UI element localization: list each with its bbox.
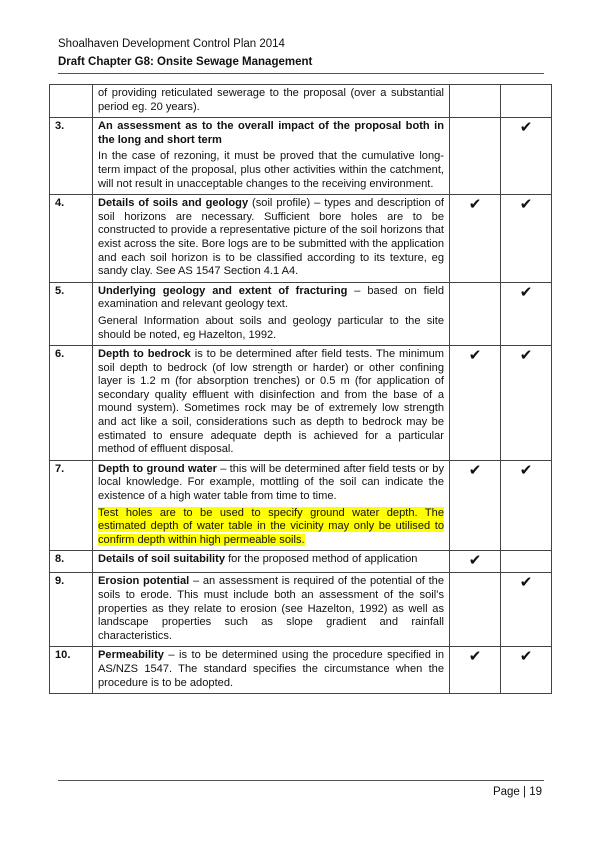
check-column-2 xyxy=(501,573,552,647)
check-column-1 xyxy=(450,118,501,195)
highlighted-note: Test holes are to be used to specify ground water depth. The estimated depth of water table in the vicinity may only be utilised to confirm depth within high permeable soils. xyxy=(98,506,444,546)
table-row xyxy=(50,85,552,118)
checkmark-icon: ✔ xyxy=(519,347,533,365)
item-main-paragraph xyxy=(98,285,444,312)
check-column-2 xyxy=(501,647,552,694)
item-text: (soil profile) – types and description of soil horizons are necessary. Sufficient bore holes are to be constructed to provide a representative picture of the soil horizons that exist across the site. Bore logs are to be submitted with the application and each soil horizon is to be classified according to its texture, eg sandy clay. See AS 1547 Section 4.1 A4. xyxy=(98,197,445,278)
item-description xyxy=(93,118,450,195)
item-number: 9. xyxy=(50,573,93,647)
item-note-paragraph xyxy=(98,315,444,342)
checkmark-icon: ✔ xyxy=(519,283,533,301)
item-number: 5. xyxy=(50,282,93,345)
check-column-2 xyxy=(501,346,552,461)
item-main-paragraph xyxy=(98,575,444,643)
requirements-table xyxy=(49,84,552,694)
item-main-paragraph xyxy=(98,553,444,567)
footer-divider xyxy=(58,780,544,781)
item-main-paragraph xyxy=(98,649,444,690)
checkmark-icon: ✔ xyxy=(468,552,482,570)
item-heading: An assessment as to the overall impact of the proposal both in the long and short term xyxy=(98,120,444,146)
check-column-1 xyxy=(450,573,501,647)
checkmark-icon: ✔ xyxy=(519,461,533,479)
item-note-paragraph xyxy=(98,507,444,548)
item-main-paragraph xyxy=(98,120,444,147)
item-number: 3. xyxy=(50,118,93,195)
check-column-2 xyxy=(501,460,552,551)
item-text: for the proposed method of application xyxy=(225,553,418,566)
item-description xyxy=(93,573,450,647)
item-main-paragraph xyxy=(98,87,444,114)
item-number: 4. xyxy=(50,195,93,283)
item-main-paragraph xyxy=(98,463,444,504)
check-column-1 xyxy=(450,195,501,283)
check-column-2 xyxy=(501,282,552,345)
item-number: 10. xyxy=(50,647,93,694)
item-description xyxy=(93,195,450,283)
header-chapter-title: Draft Chapter G8: Onsite Sewage Management xyxy=(58,56,313,68)
checkmark-icon: ✔ xyxy=(519,574,533,592)
header-divider xyxy=(58,73,544,74)
table-row xyxy=(50,118,552,195)
item-main-paragraph xyxy=(98,348,444,457)
checkmark-icon: ✔ xyxy=(519,119,533,137)
check-column-2 xyxy=(501,118,552,195)
item-heading: Details of soil suitability xyxy=(98,553,225,566)
item-heading: Permeability xyxy=(98,649,164,662)
check-column-1 xyxy=(450,85,501,118)
item-text: – is to be determined using the procedure specified in AS/NZS 1547. The standard specifies the circumstance when the procedure is to be adopted. xyxy=(98,649,444,689)
item-description xyxy=(93,460,450,551)
checkmark-icon: ✔ xyxy=(468,648,482,666)
item-number: 6. xyxy=(50,346,93,461)
checkmark-icon: ✔ xyxy=(519,196,533,214)
check-column-2 xyxy=(501,551,552,573)
item-number: 8. xyxy=(50,551,93,573)
checkmark-icon: ✔ xyxy=(468,347,482,365)
item-description xyxy=(93,647,450,694)
item-number xyxy=(50,85,93,118)
check-column-1 xyxy=(450,282,501,345)
item-number: 7. xyxy=(50,460,93,551)
item-heading: Depth to bedrock xyxy=(98,348,191,361)
check-column-2 xyxy=(501,195,552,283)
item-text: is to be determined after field tests. The minimum soil depth to bedrock (of low strength or harder) or other confining layer is 1.2 m (for absorption trenches) or 0.5 m (for application of secondary quality effluent with disinfection and from the base of a mound system). Sometimes rock may be of extremely low strength and act like a soil, considerations such as depth to bedrock may be estimated to ensure adequate depth is achieved for a particular method of effluent disposal. xyxy=(98,348,444,456)
item-description xyxy=(93,282,450,345)
table-row xyxy=(50,346,552,461)
item-note-paragraph xyxy=(98,150,444,191)
item-text: of providing reticulated sewerage to the proposal (over a substantial period eg. 20 years). xyxy=(98,87,444,113)
check-column-2 xyxy=(501,85,552,118)
item-heading: Underlying geology and extent of fracturing xyxy=(98,284,348,297)
page-number: Page | 19 xyxy=(492,786,542,798)
check-column-1 xyxy=(450,551,501,573)
table-row xyxy=(50,282,552,345)
table-row xyxy=(50,551,552,573)
check-column-1 xyxy=(450,346,501,461)
table-row xyxy=(50,460,552,551)
item-description xyxy=(93,85,450,118)
checkmark-icon: ✔ xyxy=(468,196,482,214)
check-column-1 xyxy=(450,647,501,694)
item-text: – an assessment is required of the potential of the soils to erode. This must include both an assessment of the soil’s properties as they relate to erosion (see Hazelton, 1992) as well as landscape properties such as slope gradient and rainfall characteristics. xyxy=(98,575,444,642)
table-row xyxy=(50,573,552,647)
item-description xyxy=(93,346,450,461)
item-heading: Details of soils and geology xyxy=(98,197,249,210)
check-column-1 xyxy=(450,460,501,551)
item-text: – this will be determined after field tests or by local knowledge. For example, mottling of the soil can indicate the existence of a high water table from time to time. xyxy=(98,462,445,503)
table-row xyxy=(50,647,552,694)
item-note: In the case of rezoning, it must be proved that the cumulative long-term impact of the proposal, plus other activities within the catchment, will not result in unacceptable changes to the receiving environment. xyxy=(98,150,444,190)
item-heading: Erosion potential xyxy=(98,575,190,588)
checkmark-icon: ✔ xyxy=(468,461,482,479)
table-row xyxy=(50,195,552,283)
checkmark-icon: ✔ xyxy=(519,648,533,666)
item-text: – based on field examination and relevant geology text. xyxy=(98,284,444,311)
header-plan-title: Shoalhaven Development Control Plan 2014 xyxy=(58,38,285,50)
item-main-paragraph xyxy=(98,197,444,279)
item-heading: Depth to ground water xyxy=(98,462,217,475)
item-note: General Information about soils and geology particular to the site should be noted, eg Hazelton, 1992. xyxy=(98,314,444,341)
item-description xyxy=(93,551,450,573)
